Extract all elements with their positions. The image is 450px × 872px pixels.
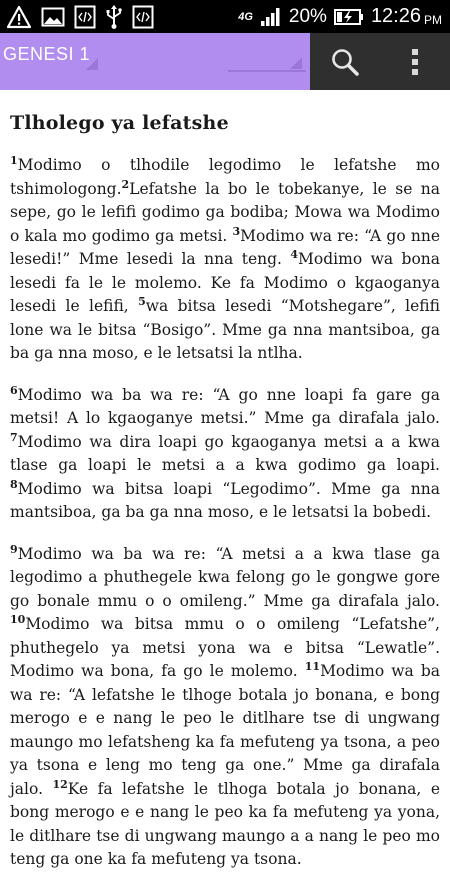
verse-number: 5 — [138, 294, 146, 308]
verse-text: Modimo wa bona lesedi fa le le molemo. Ke fa Modimo o kgaoganya lesedi le lefifi, — [10, 250, 441, 315]
verse-text: Modimo wa dira loapi go kgaoganya metsi a a kwa tlase ga loapi le metsi a a kwa godimo ga loapi. — [10, 432, 440, 474]
verse-text: Modimo wa bitsa loapi “Legodimo”. Mme ga nna mantsiboa, ga ba ga nna moso, e le letsatsi la bobedi. — [10, 479, 440, 521]
verse-number: 3 — [232, 224, 241, 238]
warning-icon — [6, 5, 32, 29]
verse-text: Modimo o tlhodile legodimo le lefatshe mo tshimologong. — [10, 156, 440, 198]
toolbar-actions — [310, 33, 450, 90]
dropdown-caret-icon — [290, 57, 302, 69]
more-vertical-icon — [411, 48, 419, 76]
dropdown-caret-icon — [86, 58, 98, 70]
usb-icon — [105, 4, 123, 30]
overflow-menu-button[interactable] — [380, 33, 450, 90]
clock — [371, 5, 442, 28]
notification-icons — [6, 4, 154, 30]
section-heading: Tlholego ya lefatshe — [10, 112, 229, 134]
verse-number: 11 — [304, 659, 321, 673]
verse-number: 1 — [10, 153, 18, 167]
verse-number: 8 — [10, 477, 18, 491]
verse-text: Modimo wa ba wa re: “A metsi a a kwa tlase ga legodimo a phuthegele kwa felong go le gongwe gore go bonale mmu o o omileng.” Mme ga dirafala jalo. — [10, 544, 440, 610]
verse-text: Modimo wa bitsa mmu o o omileng “Lefatshe”, phuthegelo ya metsi yona wa e bitsa “Lewatle”. Modimo wa bona, fa go le molemo. — [10, 615, 440, 680]
paragraph — [10, 154, 440, 366]
chapter-text — [10, 154, 440, 872]
signal-icon — [260, 7, 282, 27]
chapter-content[interactable] — [0, 90, 450, 868]
verse-number: 2 — [121, 177, 130, 191]
verse-text: Modimo wa re: “A go nne lesedi!” Mme lesedi la nna teng. — [10, 226, 440, 268]
paragraph — [10, 384, 440, 525]
verse-number: 9 — [10, 542, 18, 556]
verse-number: 12 — [52, 777, 68, 791]
paragraph — [10, 543, 440, 872]
version-selector[interactable] — [228, 33, 306, 73]
app-toolbar — [0, 33, 450, 90]
version-underline — [228, 70, 306, 72]
status-bar — [0, 0, 450, 33]
network-type: 4G — [238, 10, 253, 23]
code-file-icon — [132, 5, 154, 29]
battery-percent: 20% — [288, 5, 327, 27]
verse-text: Ke fa lefatshe le tlhoga botala jo bonana, e bong merogo e e nang le peo ka fa mefuteng ya yona, le ditlhare tse di ungwang maungo a a nang le peo mo teng ga one ka fa mefuteng ya tsona. — [10, 779, 440, 868]
image-icon — [41, 6, 65, 28]
navigation-selectors — [0, 33, 310, 90]
search-button[interactable] — [310, 33, 380, 90]
verse-text: wa bitsa lesedi “Motshegare”, lefifi lone wa le bitsa “Bosigo”. Mme ga nna mantsiboa, ga ba ga nna moso, e le letsatsi la ntlha. — [10, 297, 440, 362]
book-chapter-selector[interactable] — [0, 33, 100, 73]
system-indicators — [238, 5, 442, 28]
verse-text: Modimo wa ba wa re: “A lefatshe le tlhoge botala jo bonana, e bong merogo e e nang le peo le ditlhare tse di ungwang maungo mo lefatsheng ka fa mefuteng ya tsona, a peo ya tsona e leng mo teng ga one.” Mme ga dirafala jalo. — [10, 662, 440, 798]
verse-text: Lefatshe la bo le tobekanye, le se na sepe, go le lefifi godimo ga bodiba; Mowa wa Modimo o kala mo godimo ga metsi. — [10, 179, 440, 245]
clock-time: 12:26 — [370, 5, 421, 27]
verse-number: 7 — [10, 430, 18, 444]
book-chapter-label: GENESI 1 — [3, 43, 91, 64]
code-file-icon — [74, 5, 96, 29]
search-icon — [330, 47, 360, 77]
verse-text: Modimo wa ba wa re: “A go nne loapi fa gare ga metsi! A lo kgaoganye metsi.” Mme ga dirafala jalo. — [10, 385, 440, 427]
clock-ampm: PM — [424, 12, 442, 27]
verse-number: 10 — [10, 612, 26, 626]
verse-number: 4 — [290, 247, 299, 261]
verse-number: 6 — [10, 383, 18, 397]
battery-charging-icon — [334, 8, 364, 26]
